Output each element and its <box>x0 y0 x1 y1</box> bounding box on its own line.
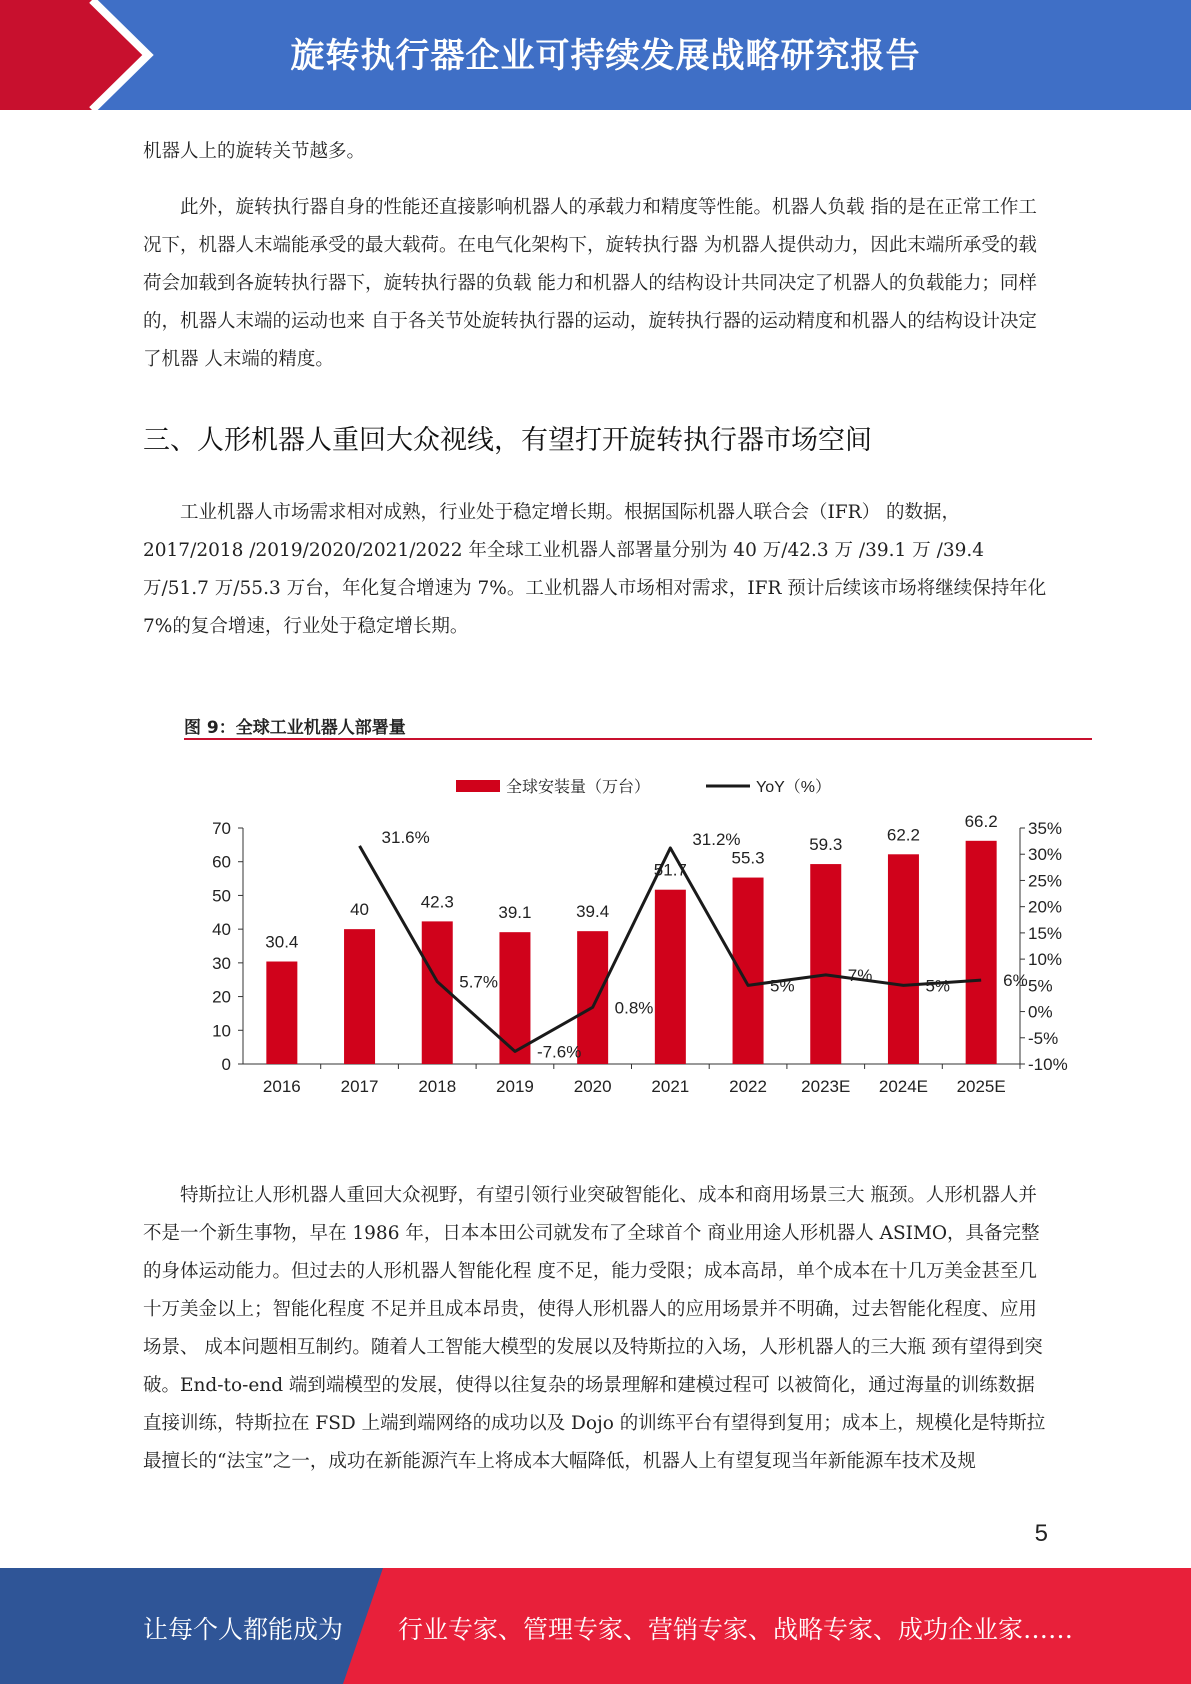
bar-value-label: 59.3 <box>809 835 843 855</box>
paragraph-tesla-humanoid: 特斯拉让人形机器人重回大众视野，有望引领行业突破智能化、成本和商用场景三大 瓶颈。人形机器人并不是一个新生事物，早在 1986 年，日本本田公司就发布了全球首个 商业用途人形机器人 ASIMO，具备完整的身体运动能力。但过去的人形机器人智能化程 度不足，能力受限；成本高昂，单个成本在十几万美金甚至几十万美金以上；智能化程度 不足并且成本昂贵，使得人形机器人的应用场景并不明确，过去智能化程度、应用场景、 成本问题相互制约。随着人工智能大模型的发展以及特斯拉的入场，人形机器人的三大瓶 颈有望得到突破。End-to-end 端到端模型的发展，使得以往复杂的场景理解和建模过程可 以被简化，通过海量的训练数据直接训练，特斯拉在 FSD 上端到端网络的成功以及 Dojo 的训练平台有望得到复用；成本上，规模化是特斯拉最擅长的“法宝”之一，成功在新能源汽车上将成本大幅降低，机器人上有望复现当年新能源车技术及规 <box>143 1185 1046 1472</box>
bar <box>888 854 919 1064</box>
left-tick-label: 60 <box>212 852 231 872</box>
right-tick-label: 10% <box>1028 950 1063 970</box>
left-tick-label: 70 <box>212 819 231 838</box>
x-tick-label: 2023E <box>801 1077 851 1096</box>
figure-title-rule <box>184 738 1092 740</box>
yoy-value-label: 31.2% <box>692 829 741 849</box>
left-tick-label: 30 <box>212 953 231 973</box>
left-tick-label: 20 <box>212 987 231 1007</box>
bottom-text-block <box>143 1177 1048 1481</box>
x-tick-label: 2017 <box>340 1077 379 1096</box>
x-tick-label: 2025E <box>956 1077 1006 1096</box>
right-tick-label: 35% <box>1028 819 1063 838</box>
bar <box>655 890 686 1064</box>
paragraph-industrial-robot-market: 工业机器人市场需求相对成熟，行业处于稳定增长期。根据国际机器人联合会（IFR） 的数据，2017/2018 /2019/2020/2021/2022 年全球工业机器人部署量分别为 40 万/42.3 万 /39.1 万 /39.4 万/51.7 万/55.3 万台，年化复合增速为 7%。工业机器人市场相对需求，IFR 预计后续该市场将继续保持年化 7%的复合增速，行业处于稳定增长期。 <box>143 502 1047 637</box>
left-tick-label: 10 <box>212 1021 231 1041</box>
yoy-value-label: 5% <box>925 976 951 996</box>
robot-deployment-chart <box>184 760 1092 1105</box>
figure-title: 图 9：全球工业机器人部署量 <box>184 718 406 738</box>
bar <box>810 864 841 1064</box>
legend-bar-swatch <box>456 780 500 792</box>
x-tick-label: 2018 <box>418 1077 457 1096</box>
bar-value-label: 62.2 <box>886 825 920 845</box>
legend-bar-label: 全球安装量（万台） <box>506 779 651 796</box>
bar-value-label: 39.4 <box>576 902 610 922</box>
x-tick-label: 2024E <box>878 1077 929 1096</box>
bar <box>266 962 297 1064</box>
section-heading: 三、人形机器人重回大众视线，有望打开旋转执行器市场空间 <box>143 425 872 456</box>
right-tick-label: -10% <box>1028 1055 1068 1074</box>
x-tick-label: 2022 <box>729 1077 767 1096</box>
paragraph-actuator-performance: 此外，旋转执行器自身的性能还直接影响机器人的承载力和精度等性能。机器人负载 指的是在正常工作工况下，机器人末端能承受的最大载荷。在电气化架构下，旋转执行器 为机器人提供动力，因此末端所承受的载荷会加载到各旋转执行器下，旋转执行器的负载 能力和机器人的结构设计共同决定了机器人的负载能力；同样的，机器人末端的运动也来 自于各关节处旋转执行器的运动，旋转执行器的运动精度和机器人的结构设计决定了机器 人末端的精度。 <box>143 197 1037 370</box>
bar <box>344 929 375 1064</box>
bar-value-label: 55.3 <box>731 848 765 868</box>
bar-value-label: 51.7 <box>653 860 687 880</box>
bar-value-label: 30.4 <box>265 932 299 952</box>
yoy-value-label: 6% <box>1003 971 1028 991</box>
bar-value-label: 40 <box>350 900 370 920</box>
right-tick-label: 5% <box>1028 976 1053 996</box>
bar <box>966 841 997 1064</box>
x-tick-label: 2016 <box>262 1077 301 1096</box>
yoy-value-label: 5% <box>770 976 795 996</box>
bar-value-label: 39.1 <box>498 903 532 923</box>
page-number: 5 <box>1034 1520 1048 1547</box>
yoy-value-label: 0.8% <box>614 998 654 1018</box>
right-tick-label: 25% <box>1028 871 1063 891</box>
page-header <box>0 0 1191 110</box>
footer-slogan-left: 让每个人都能成为 <box>143 1615 344 1644</box>
top-text-block <box>143 133 1048 379</box>
yoy-value-label: 31.6% <box>381 827 430 847</box>
x-tick-label: 2019 <box>496 1077 534 1096</box>
left-tick-label: 50 <box>212 886 231 906</box>
bar-value-label: 42.3 <box>420 892 454 912</box>
paragraph-continuation: 机器人上的旋转关节越多。 <box>143 141 366 162</box>
yoy-value-label: -7.6% <box>536 1042 582 1062</box>
bar <box>577 931 608 1064</box>
yoy-value-label: 7% <box>847 965 873 985</box>
page-footer <box>0 1568 1191 1684</box>
right-tick-label: 15% <box>1028 923 1063 943</box>
yoy-value-label: 5.7% <box>459 972 498 992</box>
right-tick-label: 0% <box>1028 1002 1053 1022</box>
footer-slogan-right: 行业专家、管理专家、营销专家、战略专家、成功企业家…… <box>398 1615 1074 1644</box>
bar <box>733 878 764 1064</box>
legend-line-label: YoY（%） <box>756 779 832 796</box>
right-tick-label: 20% <box>1028 897 1063 917</box>
bar-value-label: 66.2 <box>964 811 998 831</box>
left-tick-label: 0 <box>221 1055 231 1074</box>
report-title: 旋转执行器企业可持续发展战略研究报告 <box>290 36 921 76</box>
left-tick-label: 40 <box>212 920 231 940</box>
x-tick-label: 2021 <box>651 1077 690 1096</box>
mid-text-block <box>143 494 1048 646</box>
right-tick-label: 30% <box>1028 845 1063 865</box>
x-tick-label: 2020 <box>573 1077 612 1096</box>
right-tick-label: -5% <box>1028 1028 1059 1048</box>
